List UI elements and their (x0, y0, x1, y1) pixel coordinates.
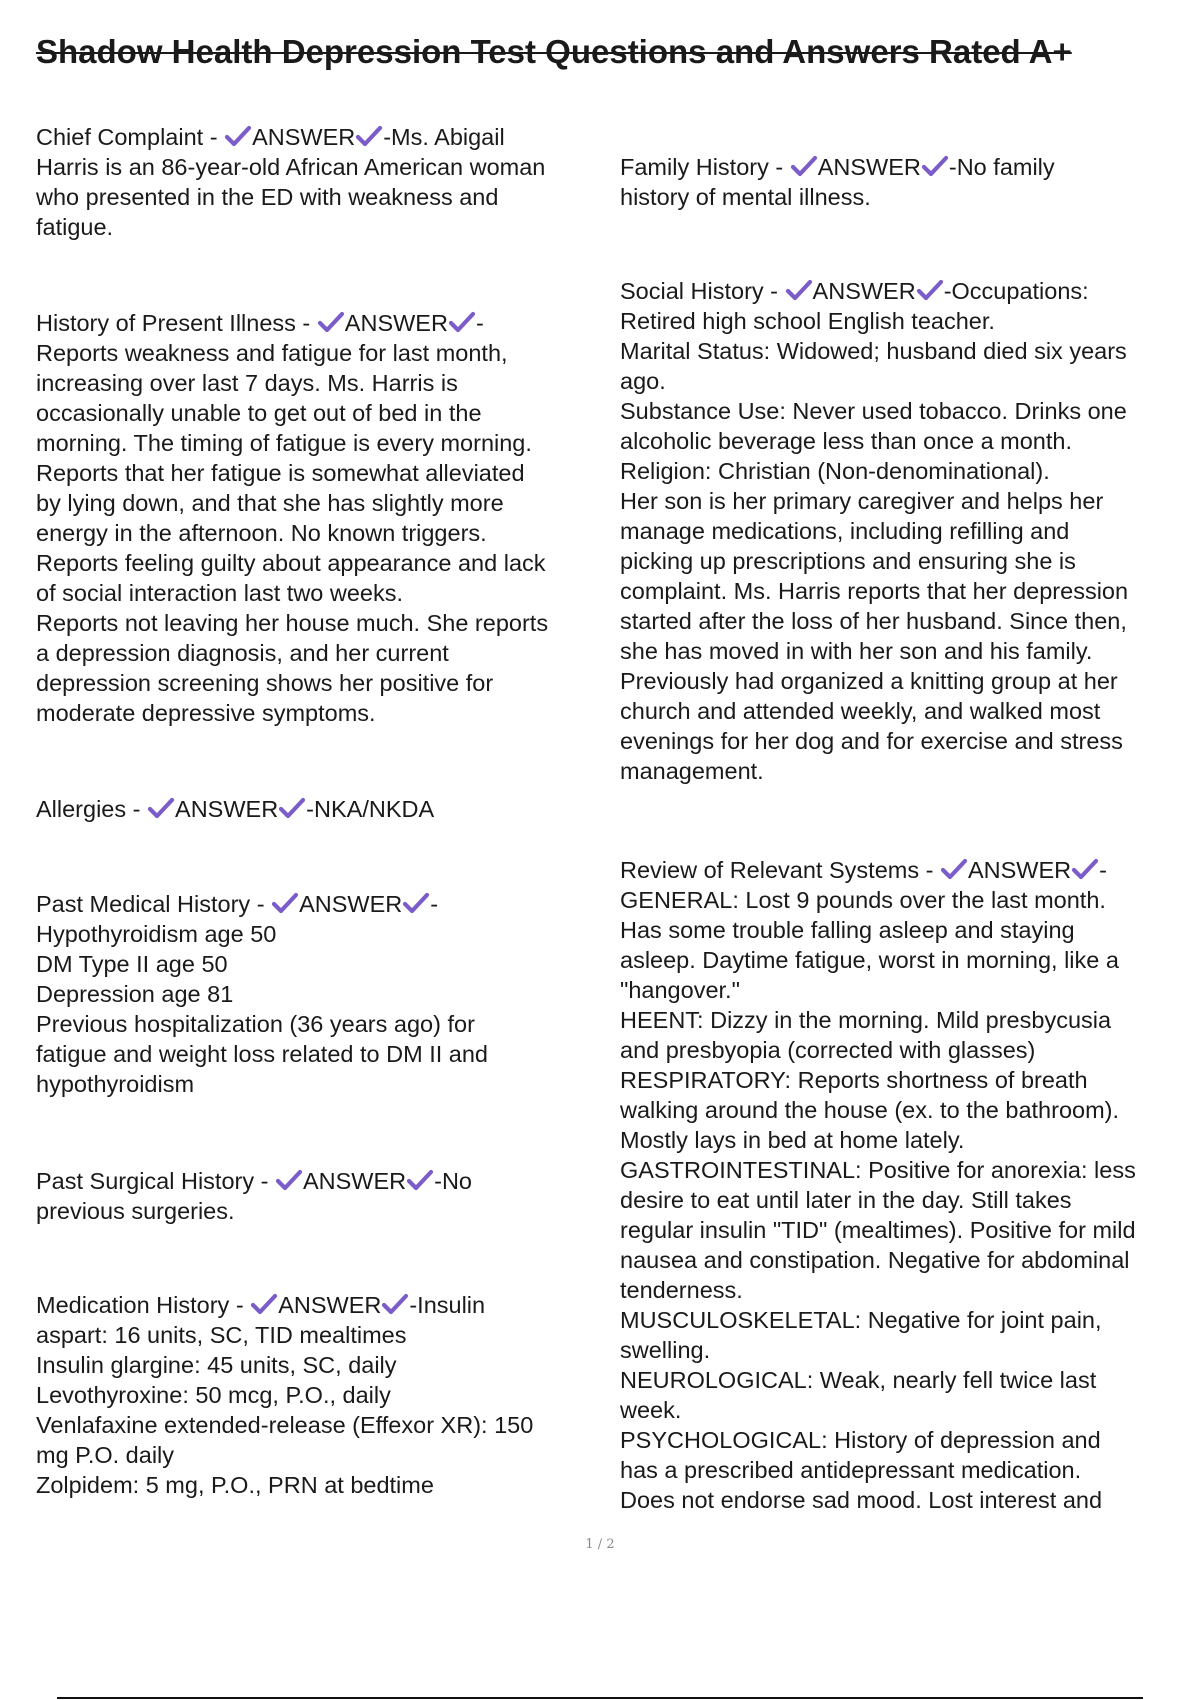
answer-text-line: walking around the house (ex. to the bathroom). (620, 1097, 1120, 1123)
answer-text-line: aspart: 16 units, SC, TID mealtimes (36, 1322, 407, 1348)
answer-text-start: - (430, 891, 439, 917)
check-icon (785, 279, 813, 301)
answer-text-line: RESPIRATORY: Reports shortness of breath (620, 1067, 1088, 1093)
check-icon (1071, 858, 1099, 880)
section-allergies (36, 794, 611, 824)
answer-text-line: Previously had organized a knitting group at her (620, 668, 1118, 694)
section-medication-history (36, 1290, 611, 1500)
section-label: Social History - (620, 278, 785, 304)
answer-text-line: Insulin glargine: 45 units, SC, daily (36, 1352, 397, 1378)
answer-label: ANSWER (175, 796, 279, 822)
check-icon (402, 892, 430, 914)
check-icon (250, 1293, 278, 1315)
section-heading-line (36, 1166, 611, 1196)
answer-text-line: picking up prescriptions and ensuring she is (620, 548, 1076, 574)
answer-text-line: Mostly lays in bed at home lately. (620, 1127, 965, 1153)
answer-text-start: -Occupations: (943, 278, 1089, 304)
answer-text-line: asleep. Daytime fatigue, worst in morning, like a (620, 947, 1119, 973)
answer-text-line: Hypothyroidism age 50 (36, 921, 277, 947)
answer-text-line: evenings for her dog and for exercise and stress (620, 728, 1123, 754)
section-history-present-illness (36, 308, 611, 728)
footer-rule (57, 1697, 1143, 1699)
document-title: Shadow Health Depression Test Questions and Answers Rated A+ (36, 33, 1072, 70)
section-heading-line (36, 889, 611, 919)
check-icon (381, 1293, 409, 1315)
answer-text-line: hypothyroidism (36, 1071, 195, 1097)
section-label: Past Surgical History - (36, 1168, 275, 1194)
section-chief-complaint (36, 122, 611, 242)
answer-label: ANSWER (817, 154, 921, 180)
answer-label: ANSWER (299, 891, 403, 917)
section-label: History of Present Illness - (36, 310, 317, 336)
check-icon (147, 797, 175, 819)
answer-text-line: Venlafaxine extended-release (Effexor XR): 150 (36, 1412, 534, 1438)
answer-text-line: started after the loss of her husband. Since then, (620, 608, 1127, 634)
section-heading-line (620, 152, 1195, 182)
section-label: Medication History - (36, 1292, 251, 1318)
section-heading-line (620, 276, 1195, 306)
answer-text-line: NEUROLOGICAL: Weak, nearly fell twice last (620, 1367, 1097, 1393)
check-icon (271, 892, 299, 914)
answer-text-line: complaint. Ms. Harris reports that her depression (620, 578, 1129, 604)
answer-text-line: history of mental illness. (620, 184, 871, 210)
answer-text-line: Substance Use: Never used tobacco. Drinks one (620, 398, 1127, 424)
answer-text-line: DM Type II age 50 (36, 951, 228, 977)
answer-text-line: "hangover." (620, 977, 740, 1003)
section-label: Family History - (620, 154, 790, 180)
answer-text-line: Her son is her primary caregiver and helps her (620, 488, 1104, 514)
answer-text-line: tenderness. (620, 1277, 743, 1303)
section-past-medical-history (36, 889, 611, 1099)
answer-text-line: who presented in the ED with weakness and (36, 184, 499, 210)
answer-text-line: depression screening shows her positive for (36, 670, 494, 696)
section-label: Chief Complaint - (36, 124, 225, 150)
check-icon (317, 311, 345, 333)
section-label: Allergies - (36, 796, 148, 822)
check-icon (224, 125, 252, 147)
answer-text-line: week. (620, 1397, 682, 1423)
answer-text-line: GASTROINTESTINAL: Positive for anorexia: less (620, 1157, 1136, 1183)
answer-text-line: and presbyopia (corrected with glasses) (620, 1037, 1036, 1063)
answer-text-line: PSYCHOLOGICAL: History of depression and (620, 1427, 1101, 1453)
answer-text-start: - (1099, 857, 1107, 883)
check-icon (355, 125, 383, 147)
answer-text-line: Zolpidem: 5 mg, P.O., PRN at bedtime (36, 1472, 434, 1498)
answer-text-line: increasing over last 7 days. Ms. Harris is (36, 370, 458, 396)
answer-text-line: she has moved in with her son and his family. (620, 638, 1093, 664)
answer-text-line: Marital Status: Widowed; husband died six years (620, 338, 1127, 364)
answer-text-line: MUSCULOSKELETAL: Negative for joint pain, (620, 1307, 1102, 1333)
section-family-history (620, 152, 1195, 212)
answer-text-start: -No (434, 1168, 473, 1194)
answer-label: ANSWER (812, 278, 916, 304)
answer-text-line: Reports not leaving her house much. She reports (36, 610, 549, 636)
answer-text-line: Harris is an 86-year-old African American woman (36, 154, 546, 180)
section-heading-line (620, 855, 1195, 885)
answer-label: ANSWER (278, 1292, 382, 1318)
check-icon (448, 311, 476, 333)
answer-label: ANSWER (302, 1168, 407, 1194)
section-label: Past Medical History - (36, 891, 272, 917)
answer-text-line: of social interaction last two weeks. (36, 580, 404, 606)
section-heading-line (36, 1290, 611, 1320)
check-icon (278, 797, 306, 819)
answer-text-line: Reports weakness and fatigue for last month, (36, 340, 508, 366)
answer-text-line: mg P.O. daily (36, 1442, 175, 1468)
answer-text-line: previous surgeries. (36, 1198, 235, 1224)
answer-text-line: by lying down, and that she has slightly more (36, 490, 504, 516)
answer-text-line: alcoholic beverage less than once a month. (620, 428, 1073, 454)
section-heading-line (36, 122, 611, 152)
answer-text-line: occasionally unable to get out of bed in the (36, 400, 482, 426)
answer-label: ANSWER (967, 857, 1072, 883)
answer-text-start: -Ms. Abigail (383, 124, 505, 150)
section-review-of-systems (620, 855, 1195, 1515)
answer-text-line: fatigue. (36, 214, 114, 240)
answer-text-line: HEENT: Dizzy in the morning. Mild presbycusia (620, 1007, 1112, 1033)
answer-text-line: Levothyroxine: 50 mcg, P.O., daily (36, 1382, 391, 1408)
answer-text-line: moderate depressive symptoms. (36, 700, 376, 726)
section-social-history (620, 276, 1195, 786)
answer-text-start: -Insulin (409, 1292, 486, 1318)
answer-text-line: has a prescribed antidepressant medication. (620, 1457, 1082, 1483)
answer-text-line: Does not endorse sad mood. Lost interest and (620, 1487, 1103, 1513)
answer-text-line: Has some trouble falling asleep and staying (620, 917, 1075, 943)
answer-text-line: desire to eat until later in the day. Still takes (620, 1187, 1072, 1213)
check-icon (275, 1169, 303, 1191)
answer-text-line: morning. The timing of fatigue is every morning. (36, 430, 532, 456)
answer-text-line: Reports that her fatigue is somewhat alleviated (36, 460, 525, 486)
answer-text-line: energy in the afternoon. No known triggers. (36, 520, 487, 546)
answer-text-line: church and attended weekly, and walked most (620, 698, 1101, 724)
answer-text-line: management. (620, 758, 764, 784)
answer-text-start: -NKA/NKDA (306, 796, 435, 822)
answer-text-start: -No family (948, 154, 1055, 180)
answer-text-line: nausea and constipation. Negative for abdominal (620, 1247, 1130, 1273)
answer-text-line: regular insulin "TID" (mealtimes). Positive for mild (620, 1217, 1136, 1243)
check-icon (921, 155, 949, 177)
answer-text-line: Reports feeling guilty about appearance and lack (36, 550, 546, 576)
answer-text-line: Retired high school English teacher. (620, 308, 995, 334)
answer-text-line: Depression age 81 (36, 981, 234, 1007)
answer-text-line: Religion: Christian (Non-denominational). (620, 458, 1050, 484)
page-indicator: 1 / 2 (585, 1537, 615, 1552)
answer-label: ANSWER (252, 124, 356, 150)
answer-text-line: GENERAL: Lost 9 pounds over the last month. (620, 887, 1106, 913)
answer-text-line: a depression diagnosis, and her current (36, 640, 449, 666)
check-icon (790, 155, 818, 177)
answer-text-line: swelling. (620, 1337, 711, 1363)
section-heading-line (36, 308, 611, 338)
answer-label: ANSWER (344, 310, 448, 336)
answer-text-line: manage medications, including refilling and (620, 518, 1070, 544)
answer-text-line: ago. (620, 368, 666, 394)
section-label: Review of Relevant Systems - (620, 857, 940, 883)
check-icon (916, 279, 944, 301)
section-heading-line (36, 794, 611, 824)
answer-text-line: Previous hospitalization (36 years ago) for (36, 1011, 475, 1037)
check-icon (940, 858, 968, 880)
section-past-surgical-history (36, 1166, 611, 1226)
answer-text-start: - (475, 310, 484, 336)
answer-text-line: fatigue and weight loss related to DM II and (36, 1041, 488, 1067)
check-icon (406, 1169, 434, 1191)
